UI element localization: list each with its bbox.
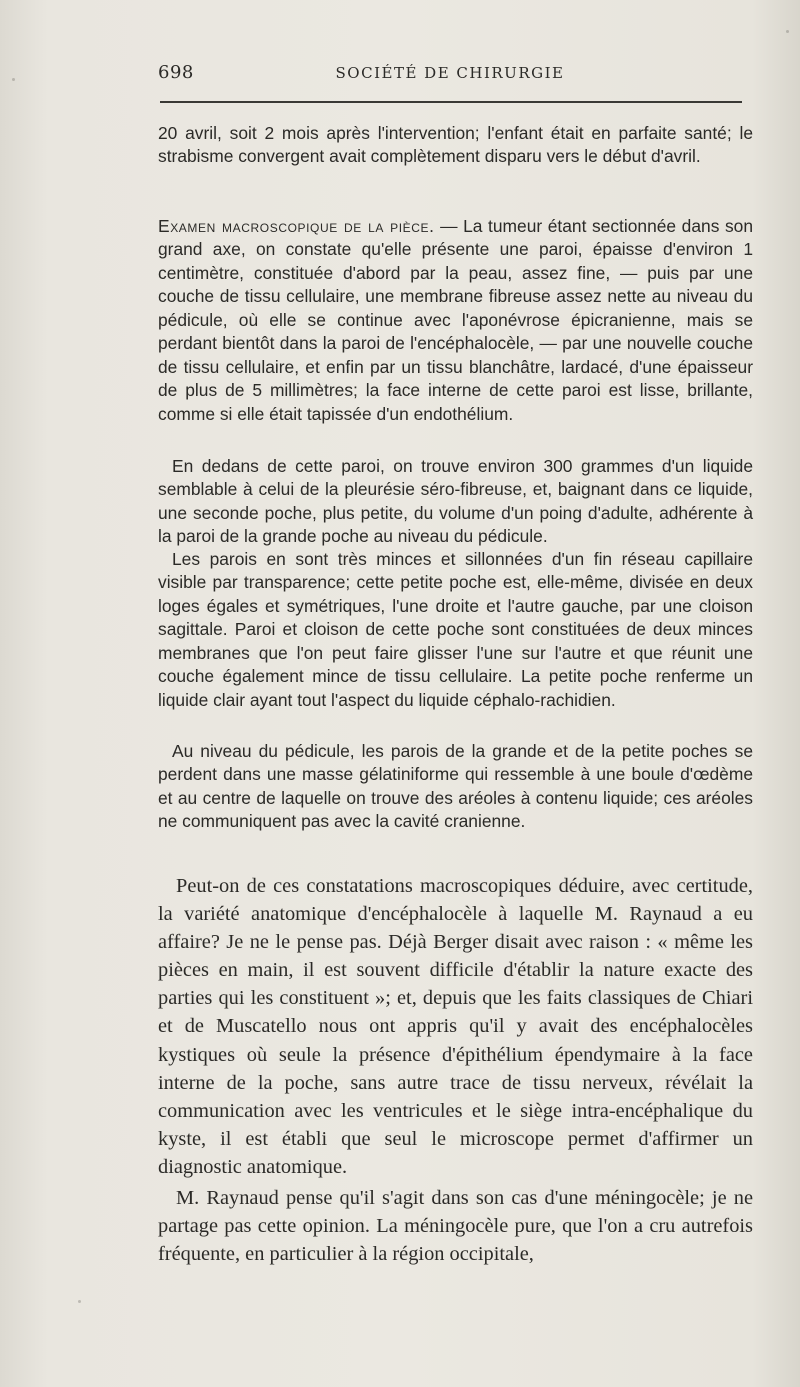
paragraph-5 bbox=[158, 740, 753, 834]
page-header bbox=[158, 62, 742, 86]
paragraph-6 bbox=[158, 872, 753, 1181]
paragraph-2 bbox=[158, 215, 753, 426]
paragraph-5-text: Au niveau du pédicule, les parois de la grande et de la petite poches se perdent dans une masse gélatiniforme qui ressemble à une boule d'œdème et au centre de laquelle on trouve des aréoles à contenu liquide; ces aréoles ne communiquent pas avec la cavité cranienne. bbox=[158, 741, 753, 832]
paragraph-2-text bbox=[158, 215, 753, 426]
paragraph-6-text: Peut-on de ces constatations macroscopiques déduire, avec certitude, la variété anatomique d'encéphalocèle à laquelle M. Raynaud a eu affaire? Je ne le pense pas. Déjà Berger disait avec raison : « même les pièces en main, il est souvent difficile d'établir la nature exacte des parties qui les constituent »; et, depuis que les faits classiques de Chiari et de Muscatello nous ont appris qu'il y avait des encéphalocèles kystiques où seule la présence d'épithélium épendymaire à la face interne de la poche, sans autre trace de tissu nerveux, révélait la communication avec les ventricules et le siège intra-encéphalique du kyste, il est établi que seul le microscope permet d'affirmer un diagnostic anatomique. bbox=[158, 875, 753, 1178]
paragraph-3-text: En dedans de cette paroi, on trouve environ 300 grammes d'un liquide semblable à celui de la pleurésie séro-fibreuse, et, baignant dans ce liquide, une seconde poche, plus petite, du volume d'un poing d'adulte, adhérente à la paroi de la grande poche au niveau du pédicule. bbox=[158, 456, 753, 547]
header-rule bbox=[160, 101, 742, 103]
section-heading: Examen macroscopique de la pièce. bbox=[158, 216, 435, 236]
running-head: SOCIÉTÉ DE CHIRURGIE bbox=[335, 64, 565, 82]
paper-speck bbox=[78, 1300, 81, 1303]
paragraph-7 bbox=[158, 1184, 753, 1268]
paper-speck bbox=[786, 30, 789, 33]
paragraph-7-text: M. Raynaud pense qu'il s'agit dans son cas d'une méningocèle; je ne partage pas cette opinion. La méningocèle pure, que l'on a cru autrefois fréquente, en particulier à la région occipitale, bbox=[158, 1187, 753, 1266]
paragraph-4-text: Les parois en sont très minces et sillonnées d'un fin réseau capillaire visible par transparence; cette petite poche est, elle-même, divisée en deux loges égales et symétriques, l'une droite et l'autre gauche, par une cloison sagittale. Paroi et cloison de cette poche sont constituées de deux minces membranes que l'on peut faire glisser l'une sur l'autre et que réunit une couche également mince de tissu cellulaire. La petite poche renferme un liquide clair ayant tout l'aspect du liquide céphalo-rachidien. bbox=[158, 549, 753, 710]
paragraph-1 bbox=[158, 122, 753, 169]
page-number: 698 bbox=[158, 62, 194, 83]
paragraph-3 bbox=[158, 455, 753, 549]
paragraph-4 bbox=[158, 548, 753, 712]
paragraph-2-body: — La tumeur étant sectionnée dans son grand axe, on constate qu'elle présente une paroi, épaisse d'environ 1 centimètre, constituée d'abord par la peau, assez fine, — puis par une couche de tissu cellulaire, une membrane fibreuse assez nette au niveau du pédicule, où elle se continue avec l'aponévrose épicranienne, mais se perdant bientôt dans la paroi de l'encéphalocèle, — par une nouvelle couche de tissu cellulaire, et enfin par un tissu blanchâtre, lardacé, d'une épaisseur de plus de 5 millimètres; la face interne de cette paroi est lisse, brillante, comme si elle était tapissée d'un endothélium. bbox=[158, 216, 753, 424]
paper-speck bbox=[12, 78, 15, 81]
paragraph-1-text: 20 avril, soit 2 mois après l'intervention; l'enfant était en parfaite santé; le strabisme convergent avait complètement disparu vers le début d'avril. bbox=[158, 123, 753, 167]
